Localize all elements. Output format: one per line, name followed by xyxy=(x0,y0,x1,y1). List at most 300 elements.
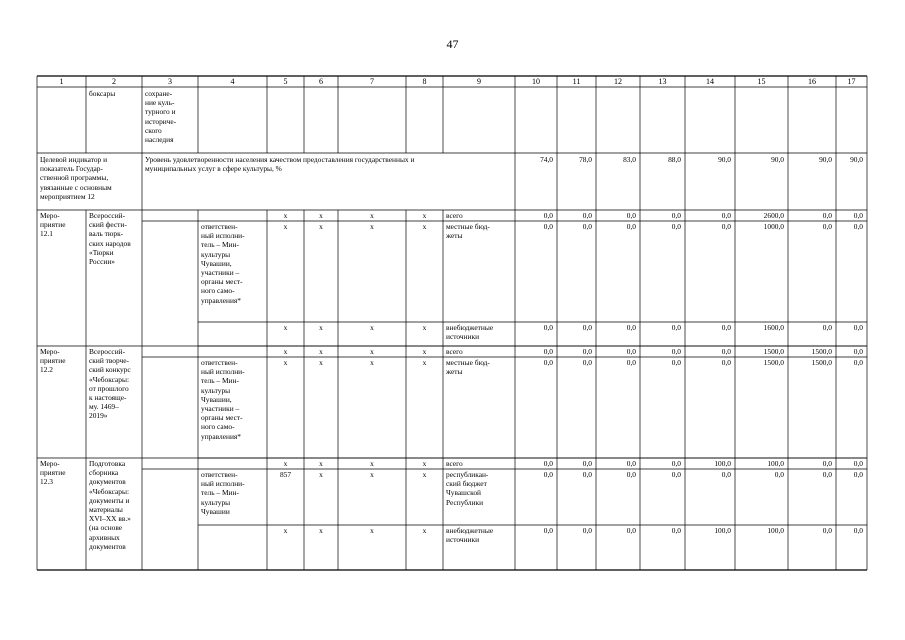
funding-value xyxy=(788,222,832,231)
executor-text-line: Чувашии, xyxy=(201,258,232,268)
funding-value xyxy=(640,526,681,535)
funding-value xyxy=(788,347,832,356)
funding-value xyxy=(788,470,832,479)
measure-label-line: Меро- xyxy=(40,211,60,220)
column-number-header: 7 xyxy=(370,77,374,86)
column-number-header: 5 xyxy=(283,77,288,86)
funding-value-line: 1500,0 xyxy=(763,347,784,356)
funding-value-line: 0,0 xyxy=(721,470,731,479)
marker-cell xyxy=(406,459,443,468)
funding-value-line: 0,0 xyxy=(582,526,592,535)
measure-name-line: сборника xyxy=(89,468,119,478)
measure-name-line: архивных xyxy=(89,532,120,542)
marker-cell xyxy=(406,222,443,231)
funding-value-line: 1500,0 xyxy=(763,358,784,367)
funding-value-line: 0,0 xyxy=(822,323,832,332)
funding-value xyxy=(515,323,553,332)
marker-cell-line: x xyxy=(283,526,288,535)
marker-cell xyxy=(267,470,304,479)
column-number-header: 2 xyxy=(112,77,116,86)
funding-value-line: 100,0 xyxy=(714,459,731,468)
marker-cell xyxy=(267,347,304,356)
funding-value-line: 0,0 xyxy=(822,459,832,468)
marker-cell xyxy=(304,323,338,332)
indicator-value-line: 90,0 xyxy=(771,155,784,164)
funding-value xyxy=(685,459,731,468)
funding-value xyxy=(515,459,553,468)
marker-cell-line: x xyxy=(422,459,427,468)
column-number-header: 3 xyxy=(168,77,172,86)
marker-cell xyxy=(338,470,406,479)
measure-name-line: «Тюрки xyxy=(89,247,114,257)
executor-text-line: ный исполни- xyxy=(201,367,245,377)
funding-value-line: 0,0 xyxy=(822,211,832,220)
funding-value xyxy=(685,358,731,367)
funding-value-line: 0,0 xyxy=(543,323,553,332)
funding-value xyxy=(640,222,681,231)
continued-measure-name-line: боксары xyxy=(89,89,116,98)
funding-value xyxy=(640,211,681,220)
funding-value xyxy=(640,323,681,332)
funding-value-line: 0,0 xyxy=(853,211,863,220)
funding-value-line: 0,0 xyxy=(543,526,553,535)
funding-value-line: 0,0 xyxy=(626,358,636,367)
measure-name-line: ский творче- xyxy=(89,356,129,366)
indicator-value xyxy=(596,155,636,164)
indicator-value-line: 78,0 xyxy=(579,155,592,164)
marker-cell-line: x xyxy=(319,526,323,535)
executor-text-line: тель – Мин- xyxy=(201,376,239,386)
marker-cell-line: x xyxy=(283,358,288,367)
indicator-text-line: муниципальных услуг в сфере культуры, % xyxy=(145,164,282,174)
executor-text-line: тель – Мин- xyxy=(201,488,239,498)
measure-name-line: (на основе xyxy=(89,523,123,533)
executor-text-line: культуры xyxy=(201,497,231,507)
marker-cell-line: x xyxy=(319,211,323,220)
executor-text-line: ный исполни- xyxy=(201,231,245,241)
marker-cell xyxy=(304,358,338,367)
measure-name-line: Подготовка xyxy=(89,459,126,468)
marker-cell xyxy=(338,358,406,367)
funding-value-line: 0,0 xyxy=(582,459,592,468)
measure-name-line: к настояще- xyxy=(89,393,127,403)
funding-value-line: 0,0 xyxy=(822,526,832,535)
funding-source-line: источники xyxy=(446,332,480,342)
funding-source-line: местные бюд- xyxy=(446,222,490,231)
executor-text-line: ный исполни- xyxy=(201,479,245,489)
continued-measure-name xyxy=(89,89,115,98)
funding-value-line: 0,0 xyxy=(543,347,553,356)
executor-text-line: ного само- xyxy=(201,286,235,296)
funding-value xyxy=(735,323,784,332)
measure-name-line: «Чебоксары: xyxy=(89,374,130,384)
funding-value xyxy=(836,358,863,367)
marker-cell xyxy=(304,211,338,220)
funding-value xyxy=(735,470,784,479)
marker-cell-line: x xyxy=(283,211,288,220)
funding-value-line: 0,0 xyxy=(721,323,731,332)
measure-name-line: валь тюрк- xyxy=(89,229,124,239)
funding-value xyxy=(735,211,784,220)
measure-name-line: 2019» xyxy=(89,411,108,421)
executor-text-line: органы мест- xyxy=(201,277,243,287)
measure-name-line: ский фести- xyxy=(89,220,127,230)
funding-value xyxy=(735,526,784,535)
marker-cell xyxy=(267,222,304,231)
funding-value-line: 100,0 xyxy=(767,526,784,535)
marker-cell-line: x xyxy=(370,211,374,220)
funding-source-line: всего xyxy=(446,211,463,220)
measure-name-line: от прошлого xyxy=(89,383,129,393)
marker-cell-line: x xyxy=(370,222,374,231)
measure-name-line: документов xyxy=(89,541,126,551)
marker-cell-line: x xyxy=(422,222,427,231)
measure-label-line: 12.2 xyxy=(40,365,53,375)
funding-value xyxy=(685,222,731,231)
measure-name-line: ских народов xyxy=(89,238,131,248)
indicator-value-line: 90,0 xyxy=(718,155,731,164)
measure-label-line: приятие xyxy=(40,220,66,230)
measure-name-line: XVI–XX вв.» xyxy=(89,514,131,524)
measure-name-line: «Чебоксары: xyxy=(89,486,130,496)
marker-cell xyxy=(304,347,338,356)
column-number-header: 17 xyxy=(847,77,856,86)
funding-value xyxy=(515,222,553,231)
executor-text-line: Чувашии xyxy=(201,506,230,516)
funding-value-line: 1500,0 xyxy=(811,347,832,356)
marker-cell xyxy=(338,347,406,356)
measure-name-line: России» xyxy=(89,257,115,267)
funding-value xyxy=(788,358,832,367)
marker-cell-line: 857 xyxy=(279,470,292,479)
continued-measure-goal-line: наследия xyxy=(145,135,174,145)
measure-name xyxy=(89,347,131,421)
funding-value xyxy=(557,323,592,332)
indicator-value xyxy=(836,155,863,164)
column-number-header: 16 xyxy=(808,77,816,86)
indicator-text-line: Уровень удовлетворенности населения качеством предоставления государственных и xyxy=(145,155,415,164)
column-number-header: 11 xyxy=(572,77,581,86)
funding-value-line: 0,0 xyxy=(582,211,592,220)
funding-value xyxy=(788,211,832,220)
executor-text-line: культуры xyxy=(201,249,231,259)
funding-source xyxy=(446,526,512,544)
indicator-value xyxy=(557,155,592,164)
funding-value-line: 0,0 xyxy=(543,222,553,231)
funding-value-line: 0,0 xyxy=(626,470,636,479)
page-number: 47 xyxy=(446,37,459,51)
funding-value-line: 0,0 xyxy=(822,470,832,479)
funding-value-line: 100,0 xyxy=(767,459,784,468)
funding-source-line: Республики xyxy=(446,497,484,507)
funding-value-line: 1000,0 xyxy=(763,222,784,231)
funding-value xyxy=(836,211,863,220)
marker-cell xyxy=(267,358,304,367)
funding-value xyxy=(596,358,636,367)
marker-cell xyxy=(267,211,304,220)
funding-value xyxy=(685,323,731,332)
funding-source-line: внебюджетные xyxy=(446,526,494,535)
column-number-header: 1 xyxy=(59,77,64,86)
column-number-header: 15 xyxy=(757,77,766,86)
marker-cell-line: x xyxy=(319,347,323,356)
funding-value xyxy=(557,222,592,231)
funding-value-line: 0,0 xyxy=(543,470,553,479)
funding-value xyxy=(596,526,636,535)
indicator-value xyxy=(640,155,681,164)
funding-value xyxy=(557,470,592,479)
marker-cell xyxy=(406,470,443,479)
measure-name-line: му. 1469– xyxy=(89,402,119,412)
funding-source-line: всего xyxy=(446,459,463,468)
marker-cell-line: x xyxy=(422,358,427,367)
funding-value-line: 0,0 xyxy=(671,222,681,231)
indicator-label-line: увязанные с основным xyxy=(40,182,112,192)
funding-value-line: 0,0 xyxy=(626,211,636,220)
column-number-header: 8 xyxy=(422,77,427,86)
funding-value xyxy=(685,211,731,220)
column-number-header: 10 xyxy=(532,77,540,86)
funding-value-line: 0,0 xyxy=(671,470,681,479)
indicator-label-line: показатель Государ- xyxy=(40,164,103,174)
executor-text xyxy=(201,358,245,441)
measure-name xyxy=(89,459,131,551)
funding-value-line: 100,0 xyxy=(714,526,731,535)
funding-value-line: 0,0 xyxy=(853,347,863,356)
measure-label-line: Меро- xyxy=(40,347,60,356)
funding-value xyxy=(836,222,863,231)
column-number-header: 9 xyxy=(477,77,481,86)
marker-cell-line: x xyxy=(370,526,374,535)
funding-value xyxy=(596,323,636,332)
funding-value-line: 0,0 xyxy=(582,222,592,231)
indicator-text xyxy=(145,155,414,173)
funding-value xyxy=(557,211,592,220)
funding-value-line: 0,0 xyxy=(721,211,731,220)
marker-cell-line: x xyxy=(319,358,323,367)
column-number-header: 13 xyxy=(658,77,667,86)
measure-name-line: Всероссий- xyxy=(89,211,126,220)
funding-value xyxy=(596,211,636,220)
measure-label xyxy=(40,211,65,239)
marker-cell-line: x xyxy=(422,323,427,332)
funding-value xyxy=(836,470,863,479)
indicator-value-line: 74,0 xyxy=(540,155,553,164)
funding-value-line: 0,0 xyxy=(721,222,731,231)
funding-source-line: жеты xyxy=(446,231,463,241)
funding-source xyxy=(446,323,512,341)
indicator-value-line: 90,0 xyxy=(819,155,832,164)
indicator-value-line: 83,0 xyxy=(623,155,636,164)
marker-cell-line: x xyxy=(370,470,374,479)
funding-value-line: 0,0 xyxy=(671,211,681,220)
measure-name-line: материалы xyxy=(89,505,123,515)
funding-value xyxy=(788,526,832,535)
marker-cell xyxy=(338,459,406,468)
funding-value xyxy=(836,347,863,356)
executor-text xyxy=(201,470,245,516)
executor-text-line: органы мест- xyxy=(201,413,243,423)
funding-value-line: 0,0 xyxy=(626,222,636,231)
funding-value-line: 0,0 xyxy=(671,459,681,468)
funding-value xyxy=(515,526,553,535)
indicator-value xyxy=(788,155,832,164)
marker-cell xyxy=(406,358,443,367)
funding-source xyxy=(446,347,512,356)
funding-value xyxy=(596,347,636,356)
marker-cell-line: x xyxy=(319,459,323,468)
funding-value-line: 0,0 xyxy=(721,347,731,356)
funding-source-line: ский бюджет xyxy=(446,479,487,489)
measure-name-line: ский конкурс xyxy=(89,365,131,375)
indicator-value xyxy=(685,155,731,164)
funding-value xyxy=(735,222,784,231)
marker-cell xyxy=(338,526,406,535)
continued-measure-goal-line: ние куль- xyxy=(145,98,175,108)
funding-value-line: 0,0 xyxy=(582,347,592,356)
marker-cell-line: x xyxy=(283,323,288,332)
funding-value-line: 2600,0 xyxy=(763,211,784,220)
marker-cell-line: x xyxy=(422,211,427,220)
marker-cell xyxy=(406,526,443,535)
funding-source-line: Чувашской xyxy=(446,488,482,498)
funding-value xyxy=(640,358,681,367)
funding-value-line: 0,0 xyxy=(671,526,681,535)
marker-cell-line: x xyxy=(370,323,374,332)
funding-value xyxy=(640,470,681,479)
funding-value-line: 0,0 xyxy=(543,459,553,468)
executor-text-line: тель – Мин- xyxy=(201,240,239,250)
measure-name-line: Всероссий- xyxy=(89,347,126,356)
executor-text-line: Чувашии, xyxy=(201,394,232,404)
marker-cell xyxy=(304,222,338,231)
measure-name xyxy=(89,211,131,266)
funding-value xyxy=(557,358,592,367)
marker-cell-line: x xyxy=(319,470,323,479)
executor-text-line: культуры xyxy=(201,385,231,395)
funding-value xyxy=(788,323,832,332)
funding-value xyxy=(640,347,681,356)
executor-text-line: ного само- xyxy=(201,422,235,432)
funding-value xyxy=(596,222,636,231)
funding-source-line: республикан- xyxy=(446,470,489,479)
marker-cell xyxy=(304,470,338,479)
marker-cell-line: x xyxy=(422,347,427,356)
funding-value-line: 0,0 xyxy=(543,211,553,220)
funding-source-line: источники xyxy=(446,535,480,545)
funding-source-line: всего xyxy=(446,347,463,356)
marker-cell xyxy=(267,459,304,468)
measure-label-line: Меро- xyxy=(40,459,60,468)
executor-text-line: ответствен- xyxy=(201,222,238,231)
funding-value xyxy=(515,470,553,479)
funding-source xyxy=(446,211,512,220)
indicator-value xyxy=(515,155,553,164)
funding-value-line: 0,0 xyxy=(671,347,681,356)
funding-value-line: 0,0 xyxy=(582,358,592,367)
marker-cell-line: x xyxy=(319,222,323,231)
funding-value-line: 0,0 xyxy=(626,526,636,535)
marker-cell-line: x xyxy=(422,470,427,479)
indicator-value xyxy=(735,155,784,164)
measure-label-line: приятие xyxy=(40,356,66,366)
funding-value-line: 0,0 xyxy=(853,470,863,479)
funding-value xyxy=(685,470,731,479)
funding-value-line: 0,0 xyxy=(582,323,592,332)
continued-measure-goal-line: турного и xyxy=(145,107,176,117)
funding-value-line: 1600,0 xyxy=(763,323,784,332)
indicator-value-line: 88,0 xyxy=(668,155,681,164)
indicator-label-line: ственной программы, xyxy=(40,173,109,183)
funding-value-line: 0,0 xyxy=(543,358,553,367)
marker-cell-line: x xyxy=(422,526,427,535)
funding-value xyxy=(836,526,863,535)
funding-value-line: 0,0 xyxy=(774,470,784,479)
marker-cell xyxy=(338,211,406,220)
funding-value xyxy=(557,459,592,468)
marker-cell-line: x xyxy=(370,347,374,356)
funding-source xyxy=(446,222,512,240)
funding-value xyxy=(735,459,784,468)
funding-value xyxy=(788,459,832,468)
marker-cell xyxy=(304,459,338,468)
column-number-header: 4 xyxy=(230,77,235,86)
measure-name-line: документов xyxy=(89,477,126,487)
marker-cell xyxy=(406,347,443,356)
funding-value-line: 0,0 xyxy=(626,323,636,332)
funding-value-line: 0,0 xyxy=(853,526,863,535)
funding-value xyxy=(515,347,553,356)
marker-cell-line: x xyxy=(283,347,288,356)
funding-value xyxy=(596,470,636,479)
funding-value-line: 0,0 xyxy=(853,459,863,468)
marker-cell xyxy=(267,526,304,535)
funding-source xyxy=(446,470,512,507)
executor-text-line: управления* xyxy=(201,295,241,305)
funding-value-line: 1500,0 xyxy=(811,358,832,367)
funding-value-line: 0,0 xyxy=(582,470,592,479)
executor-text-line: ответствен- xyxy=(201,470,238,479)
marker-cell-line: x xyxy=(283,222,288,231)
executor-text-line: ответствен- xyxy=(201,358,238,367)
funding-value xyxy=(685,526,731,535)
funding-value-line: 0,0 xyxy=(671,358,681,367)
funding-value-line: 0,0 xyxy=(626,347,636,356)
measure-label xyxy=(40,347,65,375)
measure-name-line: документы и xyxy=(89,495,130,505)
measure-label-line: приятие xyxy=(40,468,66,478)
funding-value xyxy=(515,358,553,367)
column-number-header: 14 xyxy=(706,77,714,86)
funding-value-line: 0,0 xyxy=(822,222,832,231)
column-number-header: 12 xyxy=(614,77,622,86)
funding-value xyxy=(596,459,636,468)
measure-label-line: 12.3 xyxy=(40,477,53,487)
executor-text-line: участники – xyxy=(201,404,240,414)
marker-cell-line: x xyxy=(319,323,323,332)
marker-cell-line: x xyxy=(370,358,374,367)
marker-cell xyxy=(406,211,443,220)
measure-label xyxy=(40,459,65,487)
funding-value xyxy=(836,459,863,468)
marker-cell xyxy=(338,222,406,231)
marker-cell xyxy=(304,526,338,535)
measure-label-line: 12.1 xyxy=(40,229,53,239)
executor-text-line: управления* xyxy=(201,431,241,441)
funding-value xyxy=(557,526,592,535)
indicator-label-line: Целевой индикатор и xyxy=(40,155,108,164)
executor-text-line: участники – xyxy=(201,268,240,278)
